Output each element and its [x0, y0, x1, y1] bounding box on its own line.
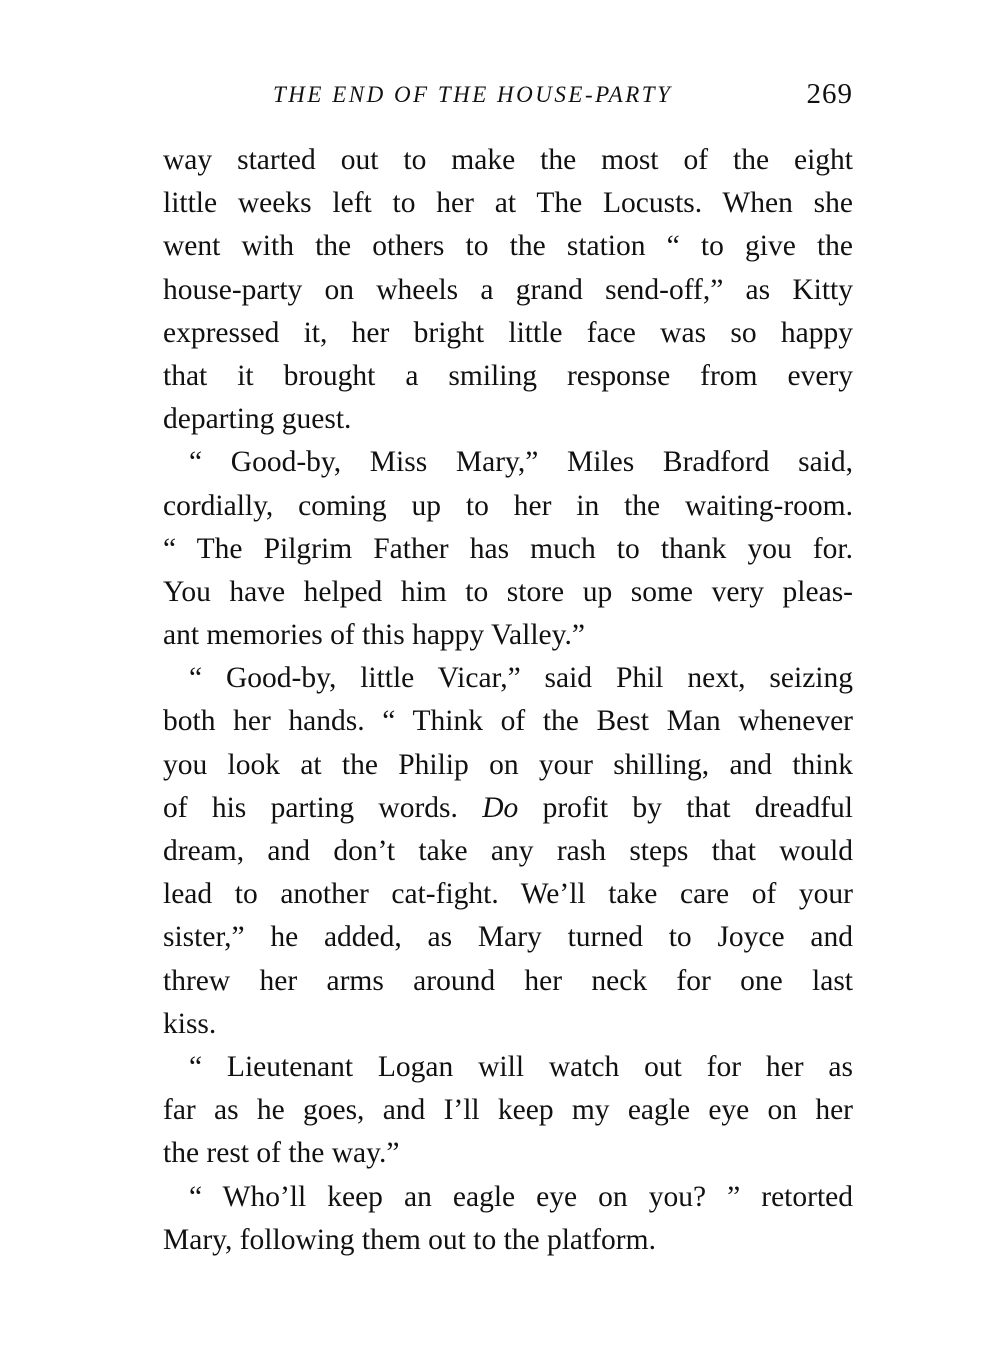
text-line: “ Who’ll keep an eagle eye on you? ” retorted — [189, 1180, 853, 1213]
paragraph — [163, 1176, 853, 1262]
text-line: way started out to make the most of the eight — [163, 144, 853, 176]
text-line — [163, 787, 853, 830]
text-segment: of his parting words. — [163, 791, 458, 824]
text-line: threw her arms around her neck for one last — [163, 964, 853, 997]
text-line: “ Good-by, Miss Mary,” Miles Bradford said, — [189, 446, 853, 479]
text-line: went with the others to the station “ to give the — [163, 230, 853, 263]
text-line: cordially, coming up to her in the waiting-room. — [163, 489, 853, 522]
body-text — [163, 139, 853, 1262]
paragraph — [163, 139, 853, 441]
text-line: little weeks left to her at The Locusts. When she — [163, 187, 853, 220]
text-line: departing guest. — [163, 403, 352, 436]
text-line: both her hands. “ Think of the Best Man whenever — [163, 705, 853, 738]
text-line: the rest of the way.” — [163, 1137, 400, 1170]
paragraph — [163, 441, 853, 657]
text-line: Mary, following them out to the platform. — [163, 1223, 656, 1256]
text-line: expressed it, her bright little face was so happy — [163, 316, 853, 349]
text-line: lead to another cat-fight. We’ll take care of your — [163, 878, 853, 911]
text-line: “ Lieutenant Logan will watch out for her as — [189, 1050, 853, 1083]
text-line: You have helped him to store up some very pleas- — [163, 575, 853, 608]
paragraph — [163, 1046, 853, 1176]
text-line: that it brought a smiling response from every — [163, 359, 853, 392]
running-head — [163, 80, 853, 116]
text-line: “ The Pilgrim Father has much to thank you for. — [163, 532, 853, 565]
text-line: “ Good-by, little Vicar,” said Phil next, seizing — [189, 662, 853, 695]
text-line: ant memories of this happy Valley.” — [163, 619, 585, 652]
paragraph — [163, 657, 853, 1046]
text-line: dream, and don’t take any rash steps that would — [163, 835, 853, 867]
text-line: kiss. — [163, 1007, 217, 1040]
text-segment: profit by that dreadful — [542, 791, 854, 824]
page-number: 269 — [806, 78, 853, 110]
text-line: you look at the Philip on your shilling, and think — [163, 748, 853, 781]
emphasis-text: Do — [482, 791, 519, 824]
text-line: house-party on wheels a grand send-off,” as Kitty — [163, 273, 853, 306]
text-line: far as he goes, and I’ll keep my eagle eye on her — [163, 1094, 853, 1127]
running-title: THE END OF THE HOUSE-PARTY — [273, 82, 673, 107]
text-line: sister,” he added, as Mary turned to Joyce and — [163, 921, 853, 954]
